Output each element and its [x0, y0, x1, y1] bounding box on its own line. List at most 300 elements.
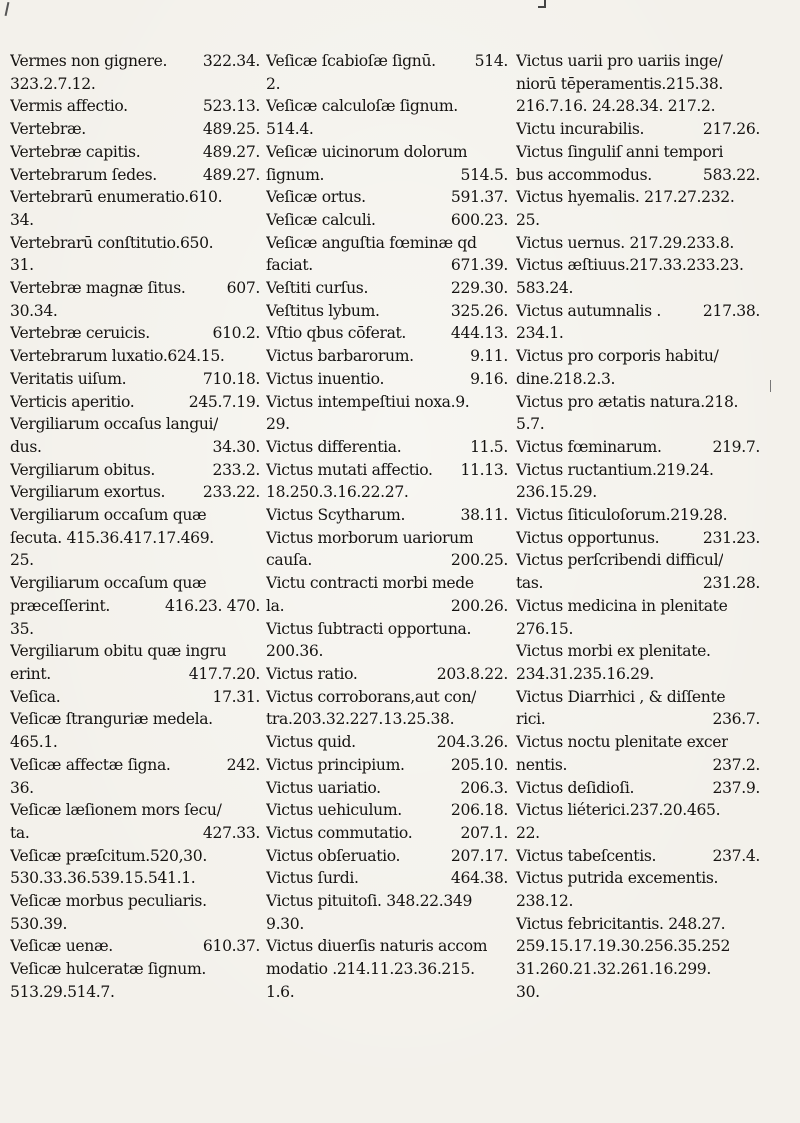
entry-text: Victus pituitoſi. 348.22.349 [266, 892, 473, 911]
entry-continuation-line [10, 595, 260, 618]
entry-continuation-line [10, 527, 260, 550]
entry-continuation-line [266, 595, 508, 618]
index-entry [10, 481, 260, 504]
entry-heading-line [266, 232, 508, 255]
entry-text: Victus medicina in plenitate [516, 596, 728, 615]
entry-heading-line [266, 822, 508, 845]
index-entry [10, 686, 260, 709]
entry-text: bus accommodus. [516, 165, 652, 184]
entry-heading-line [516, 50, 760, 73]
entry-text: Victus obſeruatio. [266, 846, 401, 865]
entry-heading-line [266, 186, 508, 209]
entry-text: Victus ſubtracti opportuna. [266, 619, 472, 638]
margin-mark [770, 380, 771, 392]
entry-heading-line [266, 799, 508, 822]
page-reference: 38.11. [460, 506, 508, 525]
index-entry [266, 822, 508, 845]
entry-heading-line [516, 799, 760, 822]
entry-text: Vergiliarum obitus. [10, 460, 155, 479]
index-entry [266, 754, 508, 777]
entry-continuation-line [10, 663, 260, 686]
entry-text: dus. [10, 437, 42, 456]
entry-heading-line [516, 141, 760, 164]
page-reference: 489.25. [202, 120, 260, 139]
index-entry [516, 799, 760, 844]
entry-text: 530.39. [10, 914, 68, 933]
entry-text: Vergiliarum occaſum quæ [10, 506, 207, 525]
entry-text: ſignum. [266, 165, 325, 184]
entry-text: Victus noctu plenitate excer [516, 733, 729, 752]
index-entry [516, 391, 760, 436]
page-reference: 523.13. [202, 97, 260, 116]
entry-text: Victus morbi ex plenitate. [516, 642, 711, 661]
entry-text: 200.36. [266, 642, 324, 661]
entry-heading-line [266, 618, 508, 641]
index-entry [266, 799, 508, 822]
entry-text: Victus ſinguliſ anni tempori [516, 142, 724, 161]
index-entry [10, 845, 260, 890]
entry-heading-line [10, 118, 260, 141]
entry-text: 216.7.16. 24.28.34. 217.2. [516, 97, 716, 116]
entry-heading-line [10, 277, 260, 300]
entry-heading-line [10, 232, 260, 255]
entry-text: 34. [10, 210, 34, 229]
index-entry [266, 186, 508, 209]
entry-heading-line [266, 459, 508, 482]
index-entry [266, 300, 508, 323]
entry-heading-line [266, 845, 508, 868]
entry-continuation-line [516, 95, 760, 118]
entry-heading-line [10, 141, 260, 164]
margin-mark [538, 0, 546, 8]
entry-heading-line [516, 232, 760, 255]
entry-text: Victus febricitantis. 248.27. [516, 914, 726, 933]
entry-text: tra.203.32.227.13.25.38. [266, 710, 455, 729]
entry-heading-line [10, 504, 260, 527]
entry-text: Victus pro corporis habitu/ [516, 347, 719, 366]
entry-text: Victus commutatio. [266, 823, 413, 842]
entry-continuation-line [266, 708, 508, 731]
entry-continuation-line [516, 663, 760, 686]
entry-continuation-line [266, 958, 508, 981]
entry-continuation-line [516, 73, 760, 96]
page-reference: 217.38. [702, 301, 760, 320]
entry-heading-line [266, 572, 508, 595]
entry-continuation-line [516, 822, 760, 845]
entry-continuation-line [266, 73, 508, 96]
entry-text: 513.29.514.7. [10, 982, 115, 1001]
entry-text: 25. [10, 551, 34, 570]
entry-text: Victus Diarrhici , & diſſente [516, 687, 726, 706]
index-entry [516, 504, 760, 527]
page-reference: 489.27. [202, 142, 260, 161]
index-entry [10, 164, 260, 187]
entry-text: Veſicæ uicinorum dolorum [266, 142, 468, 161]
entry-text: Victus fœminarum. [516, 437, 662, 456]
entry-heading-line [516, 845, 760, 868]
entry-text: Victus uariatio. [266, 778, 381, 797]
entry-heading-line [266, 322, 508, 345]
page-reference: 203.8.22. [436, 664, 508, 683]
entry-heading-line [10, 686, 260, 709]
page-reference: 417.7.20. [188, 664, 260, 683]
entry-text: nentis. [516, 755, 568, 774]
entry-text: Victus pro ætatis natura.218. [516, 392, 739, 411]
entry-text: Vertebrarum ſedes. [10, 165, 157, 184]
entry-heading-line [10, 95, 260, 118]
entry-text: 5.7. [516, 415, 545, 434]
entry-continuation-line [10, 618, 260, 641]
index-entry [266, 141, 508, 186]
entry-heading-line [266, 890, 508, 913]
index-column-1 [10, 50, 260, 1004]
index-entry [10, 799, 260, 844]
entry-heading-line [10, 708, 260, 731]
entry-continuation-line [266, 164, 508, 187]
entry-text: Veſicæ affectæ ſigna. [10, 755, 171, 774]
index-entry [516, 686, 760, 731]
entry-text: 31.260.21.32.261.16.299. [516, 960, 711, 979]
entry-continuation-line [516, 708, 760, 731]
entry-heading-line [10, 572, 260, 595]
entry-continuation-line [516, 958, 760, 981]
entry-text: Victus putrida excementis. [516, 869, 719, 888]
entry-text: 25. [516, 210, 540, 229]
entry-heading-line [516, 777, 760, 800]
index-entry [10, 413, 260, 458]
page-reference: 427.33. [202, 823, 260, 842]
index-entry [10, 754, 260, 799]
index-entry [10, 708, 260, 753]
entry-continuation-line [266, 118, 508, 141]
page-reference: 205.10. [450, 755, 508, 774]
page-reference: 9.11. [470, 347, 508, 366]
index-entry [516, 640, 760, 685]
entry-continuation-line [266, 413, 508, 436]
entry-text: Victus tabeſcentis. [516, 846, 657, 865]
entry-continuation-line [266, 549, 508, 572]
index-entry [266, 459, 508, 504]
entry-text: niorū tēperamentis.215.38. [516, 74, 724, 93]
page-reference: 233.22. [202, 483, 260, 502]
entry-text: Victus æſtiuus.217.33.233.23. [516, 256, 744, 275]
entry-text: Vermis affectio. [10, 97, 128, 116]
entry-heading-line [10, 164, 260, 187]
entry-text: Victus quid. [266, 733, 356, 752]
entry-text: 35. [10, 619, 34, 638]
entry-continuation-line [516, 572, 760, 595]
entry-text: 29. [266, 415, 290, 434]
entry-heading-line [266, 277, 508, 300]
entry-continuation-line [10, 981, 260, 1004]
page-reference: 322.34. [202, 52, 260, 70]
entry-continuation-line [10, 73, 260, 96]
entry-text: 583.24. [516, 279, 574, 298]
entry-text: Veſtitus lybum. [266, 301, 380, 320]
entry-text: Victus Scytharum. [266, 506, 406, 525]
index-entry [10, 958, 260, 1003]
entry-heading-line [10, 459, 260, 482]
entry-text: Victus differentia. [266, 437, 402, 456]
entry-heading-line [10, 50, 260, 73]
page-reference: 607. [226, 279, 260, 298]
page-reference: 489.27. [202, 165, 260, 184]
entry-text: 465.1. [10, 733, 58, 752]
entry-text: 323.2.7.12. [10, 74, 96, 93]
entry-text: Victus ratio. [266, 664, 358, 683]
entry-text: 31. [10, 256, 34, 275]
entry-heading-line [10, 322, 260, 345]
entry-heading-line [516, 549, 760, 572]
page-reference: 245.7.19. [188, 392, 260, 411]
entry-text: Vertebrarū conſtitutio.650. [10, 233, 214, 252]
index-entry [516, 141, 760, 186]
entry-text: Vergiliarum obitu quæ ingru [10, 642, 227, 661]
index-entry [266, 436, 508, 459]
entry-text: Veritatis uiſum. [10, 369, 127, 388]
entry-continuation-line [516, 277, 760, 300]
entry-text: Victus uarii pro uariis inge/ [516, 52, 723, 70]
index-entry [10, 368, 260, 391]
entry-heading-line [516, 459, 760, 482]
entry-continuation-line [266, 913, 508, 936]
entry-text: Veſica. [10, 687, 61, 706]
index-entry [516, 186, 760, 231]
entry-text: Veſicæ ſcabioſæ ſignū. [266, 52, 436, 70]
entry-text: Vermes non gignere. [10, 52, 168, 70]
page-reference: 231.23. [702, 528, 760, 547]
entry-text: Victus deſidioſi. [516, 778, 635, 797]
index-entry [266, 504, 508, 527]
index-entry [516, 867, 760, 912]
page-reference: 236.7. [712, 710, 760, 729]
entry-text: cauſa. [266, 551, 312, 570]
index-entry [266, 890, 508, 935]
entry-heading-line [516, 391, 760, 414]
entry-heading-line [516, 436, 760, 459]
entry-text: Victus autumnalis . [516, 301, 661, 320]
entry-heading-line [10, 186, 260, 209]
entry-heading-line [10, 391, 260, 414]
index-entry [266, 368, 508, 391]
index-entry [266, 209, 508, 232]
entry-heading-line [516, 527, 760, 550]
index-entry [10, 640, 260, 685]
entry-text: Victus opportunus. [516, 528, 660, 547]
entry-text: dine.218.2.3. [516, 369, 616, 388]
page-reference: 416.23. 470. [165, 596, 260, 615]
entry-continuation-line [10, 822, 260, 845]
entry-heading-line [10, 481, 260, 504]
entry-heading-line [516, 731, 760, 754]
page-reference: 591.37. [450, 188, 508, 207]
entry-text: Veſicæ morbus peculiaris. [10, 892, 207, 911]
entry-text: 22. [516, 823, 540, 842]
entry-continuation-line [266, 981, 508, 1004]
index-entry [10, 391, 260, 414]
entry-text: Verticis aperitio. [10, 392, 135, 411]
entry-continuation-line [10, 913, 260, 936]
entry-heading-line [266, 777, 508, 800]
entry-heading-line [266, 731, 508, 754]
entry-heading-line [266, 391, 508, 414]
page-reference: 11.13. [460, 460, 508, 479]
entry-continuation-line [516, 754, 760, 777]
index-entry [266, 935, 508, 1003]
page-reference: 237.2. [712, 755, 760, 774]
index-entry [516, 549, 760, 594]
entry-heading-line [10, 799, 260, 822]
index-entry [516, 118, 760, 141]
index-entry [266, 345, 508, 368]
page-reference: 242. [226, 755, 260, 774]
entry-text: ta. [10, 823, 30, 842]
entry-continuation-line [10, 867, 260, 890]
index-column-2 [266, 50, 508, 1004]
entry-text: Victus ſiticuloſorum.219.28. [516, 506, 728, 525]
entry-continuation-line [10, 777, 260, 800]
entry-text: Victu incurabilis. [516, 120, 645, 139]
entry-text: Victus morborum uariorum [266, 528, 474, 547]
page-reference: 600.23. [450, 210, 508, 229]
entry-text: erint. [10, 664, 51, 683]
entry-heading-line [10, 413, 260, 436]
index-entry [266, 50, 508, 95]
page-reference: 219.7. [712, 437, 760, 456]
entry-text: faciat. [266, 256, 313, 275]
entry-text: Veſicæ ſtranguriæ medela. [10, 710, 213, 729]
entry-heading-line [10, 368, 260, 391]
entry-heading-line [266, 95, 508, 118]
index-entry [516, 232, 760, 255]
index-entry [266, 572, 508, 617]
page-reference: 610.2. [212, 324, 260, 343]
entry-heading-line [516, 504, 760, 527]
entry-text: 276.15. [516, 619, 574, 638]
index-entry [10, 572, 260, 640]
index-entry [10, 50, 260, 95]
entry-heading-line [266, 686, 508, 709]
index-entry [516, 731, 760, 776]
index-entry [266, 845, 508, 868]
entry-heading-line [266, 935, 508, 958]
index-entry [10, 890, 260, 935]
entry-text: Vertebræ capitis. [10, 142, 141, 161]
entry-continuation-line [516, 322, 760, 345]
entry-text: Victus uehiculum. [266, 801, 402, 820]
entry-text: ſecuta. 415.36.417.17.469. [10, 528, 214, 547]
page-reference: 671.39. [450, 256, 508, 275]
index-entry [516, 436, 760, 459]
entry-text: 530.33.36.539.15.541.1. [10, 869, 196, 888]
page-reference: 200.26. [450, 596, 508, 615]
entry-continuation-line [10, 300, 260, 323]
entry-heading-line [10, 845, 260, 868]
index-entry [516, 459, 760, 504]
page-reference: 325.26. [450, 301, 508, 320]
index-entry [266, 277, 508, 300]
entry-text: Vergiliarum exortus. [10, 483, 166, 502]
entry-heading-line [516, 640, 760, 663]
index-entry [266, 777, 508, 800]
index-entry [266, 232, 508, 277]
index-entry [516, 913, 760, 1004]
index-entry [10, 95, 260, 118]
entry-continuation-line [266, 640, 508, 663]
entry-text: Vergiliarum occaſum quæ [10, 574, 207, 593]
entry-heading-line [10, 640, 260, 663]
index-entry [516, 777, 760, 800]
page-reference: 207.1. [460, 823, 508, 842]
index-entry [10, 186, 260, 231]
entry-text: 238.12. [516, 892, 574, 911]
entry-text: 259.15.17.19.30.256.35.252 [516, 937, 731, 956]
entry-text: Veſicæ hulceratæ ſignum. [10, 960, 207, 979]
index-entry [516, 527, 760, 550]
page-reference: 710.18. [202, 369, 260, 388]
entry-text: Victus ſurdi. [266, 869, 359, 888]
entry-continuation-line [10, 731, 260, 754]
entry-heading-line [516, 867, 760, 890]
entry-continuation-line [516, 935, 760, 958]
page-reference: 204.3.26. [436, 733, 508, 752]
entry-text: Veſicæ calculoſæ ſignum. [266, 97, 458, 116]
entry-continuation-line [10, 549, 260, 572]
page-reference: 200.25. [450, 551, 508, 570]
entry-text: Victus perſcribendi difficul/ [516, 551, 724, 570]
entry-heading-line [266, 527, 508, 550]
entry-text: Victus principium. [266, 755, 405, 774]
entry-continuation-line [516, 481, 760, 504]
page-reference: 464.38. [450, 869, 508, 888]
entry-text: 36. [10, 778, 34, 797]
entry-text: Victus liéterici.237.20.465. [516, 801, 721, 820]
entry-text: Victus diuerſis naturis accom [266, 937, 488, 956]
index-entry [516, 845, 760, 868]
index-entry [516, 300, 760, 345]
entry-heading-line [10, 754, 260, 777]
entry-text: Victus corroborans,aut con/ [266, 687, 477, 706]
index-entry [266, 663, 508, 686]
entry-heading-line [10, 345, 260, 368]
entry-text: 18.250.3.16.22.27. [266, 483, 409, 502]
entry-continuation-line [266, 481, 508, 504]
entry-text: Victus barbarorum. [266, 347, 414, 366]
entry-text: Veſicæ uenæ. [10, 937, 113, 956]
entry-continuation-line [516, 368, 760, 391]
entry-heading-line [516, 595, 760, 618]
index-entry [10, 232, 260, 277]
entry-text: Victu contracti morbi mede [266, 574, 474, 593]
entry-text: Victus uernus. 217.29.233.8. [516, 233, 735, 252]
page-reference: 9.16. [470, 369, 508, 388]
entry-text: la. [266, 596, 285, 615]
entry-text: modatio .214.11.23.36.215. [266, 960, 475, 979]
entry-text: rici. [516, 710, 546, 729]
page-reference: 34.30. [212, 437, 260, 456]
entry-text: 514.4. [266, 120, 314, 139]
entry-text: Veſicæ læſionem mors ſecu/ [10, 801, 222, 820]
index-entry [10, 504, 260, 572]
index-entry [266, 95, 508, 140]
entry-heading-line [266, 754, 508, 777]
entry-text: 234.31.235.16.29. [516, 664, 654, 683]
entry-text: 2. [266, 74, 281, 93]
index-entry [266, 731, 508, 754]
entry-text: 30.34. [10, 301, 58, 320]
page-reference: 11.5. [470, 437, 508, 456]
entry-text: Vertebræ magnæ ſitus. [10, 279, 186, 298]
